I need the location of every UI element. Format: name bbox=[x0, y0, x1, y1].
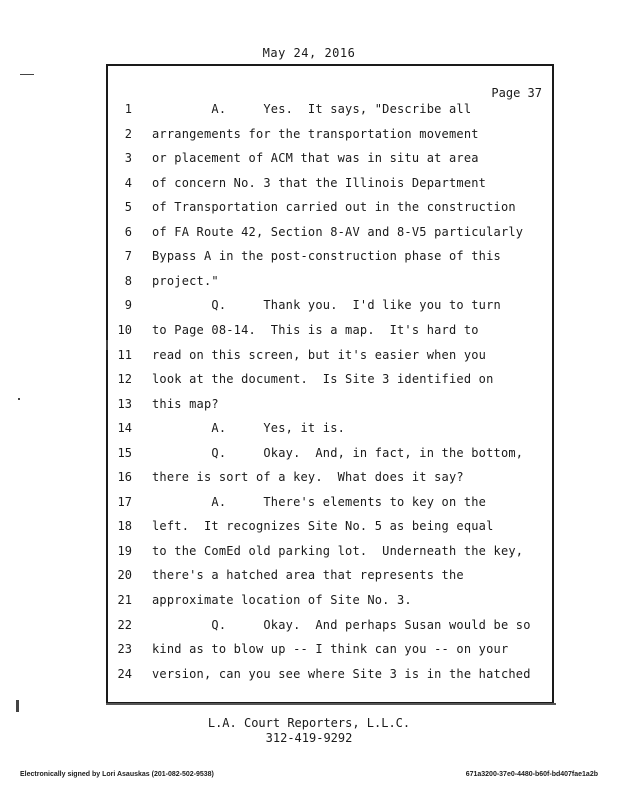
line-text: kind as to blow up -- I think can you -- on your bbox=[152, 642, 509, 657]
transcript-line bbox=[0, 519, 494, 544]
scan-speck bbox=[18, 398, 20, 400]
line-text: project." bbox=[152, 273, 219, 288]
line-text: look at the document. Is Site 3 identified on bbox=[152, 372, 494, 387]
transcript-line bbox=[0, 102, 472, 127]
line-number: 16 bbox=[117, 470, 132, 485]
line-text: Q. Thank you. I'd like you to turn bbox=[152, 298, 501, 313]
line-text: this map? bbox=[152, 396, 219, 411]
line-number: 5 bbox=[124, 200, 132, 215]
transcript-line bbox=[0, 397, 448, 422]
line-number: 20 bbox=[117, 568, 132, 583]
header-date: May 24, 2016 bbox=[262, 46, 356, 60]
line-number: 24 bbox=[117, 666, 132, 681]
line-number: 19 bbox=[117, 543, 132, 558]
line-text: arrangements for the transportation movement bbox=[152, 126, 479, 141]
scan-speck bbox=[106, 340, 108, 350]
electronic-signature: Electronically signed by Lori Asauskas (201-082-502-9538) bbox=[20, 771, 214, 778]
transcript-line bbox=[0, 617, 531, 643]
transcript-line bbox=[0, 642, 509, 667]
transcript-line bbox=[0, 372, 494, 397]
line-text: to Page 08-14. This is a map. It's hard to bbox=[152, 322, 479, 337]
transcript-line bbox=[0, 421, 448, 446]
line-text: read on this screen, but it's easier when you bbox=[152, 347, 487, 362]
transcript-line bbox=[0, 593, 448, 618]
transcript-line bbox=[0, 298, 501, 323]
line-number: 17 bbox=[117, 494, 132, 509]
transcript-line bbox=[0, 224, 524, 250]
line-text: A. Yes. It says, "Describe all bbox=[152, 102, 472, 116]
line-number: 14 bbox=[117, 421, 132, 436]
frame-bottom-shadow bbox=[106, 703, 556, 705]
line-text: Bypass A in the post-construction phase of this bbox=[152, 249, 501, 264]
line-text: of concern No. 3 that the Illinois Department bbox=[152, 175, 487, 190]
line-number: 7 bbox=[124, 249, 132, 264]
line-number: 1 bbox=[124, 102, 132, 116]
transcript-line bbox=[0, 175, 487, 201]
line-number: 23 bbox=[117, 642, 132, 657]
footer-firm: L.A. Court Reporters, L.L.C. bbox=[207, 716, 411, 730]
line-text: there is sort of a key. What does it say? bbox=[152, 470, 464, 485]
line-number: 2 bbox=[124, 126, 132, 141]
transcript-line bbox=[0, 249, 501, 274]
line-number: 22 bbox=[117, 617, 132, 632]
line-number: 11 bbox=[117, 347, 132, 362]
line-number: 8 bbox=[124, 273, 132, 288]
line-text: A. Yes, it is. bbox=[152, 421, 346, 436]
line-text: of FA Route 42, Section 8-AV and 8-V5 particularly bbox=[152, 224, 524, 239]
footer-phone: 312-419-9292 bbox=[265, 731, 353, 745]
line-number: 21 bbox=[117, 593, 132, 607]
page-number: Page 37 bbox=[491, 86, 542, 100]
line-text: to the ComEd old parking lot. Underneath the key, bbox=[152, 543, 524, 558]
line-number: 12 bbox=[117, 372, 132, 387]
line-number: 10 bbox=[117, 322, 132, 337]
transcript-line bbox=[0, 274, 448, 299]
transcript-line bbox=[0, 322, 479, 348]
line-number: 4 bbox=[124, 175, 132, 190]
line-text: approximate location of Site No. 3. bbox=[152, 593, 412, 607]
line-number: 15 bbox=[117, 445, 132, 460]
line-number: 9 bbox=[124, 298, 132, 313]
line-text: or placement of ACM that was in situ at area bbox=[152, 151, 479, 166]
line-number: 6 bbox=[124, 224, 132, 239]
line-text: there's a hatched area that represents the bbox=[152, 568, 464, 583]
transcript-line bbox=[0, 347, 487, 373]
document-id: 671a3200-37e0-4480-b60f-bd407fae1a2b bbox=[465, 771, 598, 778]
transcript-line bbox=[0, 543, 524, 569]
scan-speck bbox=[20, 74, 34, 75]
transcript-line bbox=[0, 666, 531, 692]
line-text: A. There's elements to key on the bbox=[152, 494, 487, 509]
transcript-line bbox=[0, 445, 524, 471]
line-text: left. It recognizes Site No. 5 as being equal bbox=[152, 519, 494, 534]
line-text: Q. Okay. And, in fact, in the bottom, bbox=[152, 445, 524, 460]
line-text: Q. Okay. And perhaps Susan would be so bbox=[152, 617, 531, 632]
transcript-line bbox=[0, 200, 516, 225]
transcript-line bbox=[0, 126, 479, 152]
line-number: 3 bbox=[124, 151, 132, 166]
transcript-line bbox=[0, 568, 464, 593]
line-number: 18 bbox=[117, 519, 132, 534]
transcript-line bbox=[0, 151, 479, 176]
line-number: 13 bbox=[117, 396, 132, 411]
transcript-line bbox=[0, 470, 464, 495]
line-text: of Transportation carried out in the construction bbox=[152, 200, 516, 215]
transcript-line bbox=[0, 494, 487, 520]
line-text: version, can you see where Site 3 is in the hatched bbox=[152, 666, 531, 681]
scan-speck bbox=[16, 700, 19, 712]
